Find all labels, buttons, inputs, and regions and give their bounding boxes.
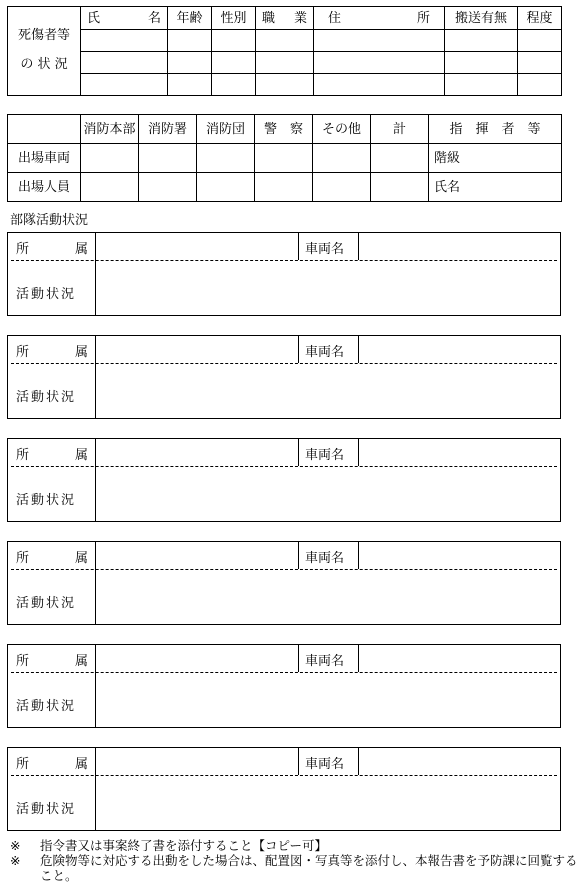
cell-input[interactable] (81, 144, 139, 173)
cell-input[interactable] (212, 52, 256, 74)
vehicle-name-label: 車両名 (305, 757, 345, 772)
cell-input[interactable] (256, 30, 314, 52)
header-address: 住 所 (314, 7, 445, 30)
header-corps: 消防団 (197, 115, 255, 144)
affiliation-label: 所 属 (16, 757, 88, 772)
casualty-row (8, 74, 562, 96)
cell-input[interactable] (168, 52, 212, 74)
casualty-label-line1: 死傷者等 (17, 28, 70, 44)
affiliation-label: 所 属 (16, 551, 88, 566)
cell-input[interactable] (313, 173, 371, 202)
cell-input[interactable] (371, 173, 429, 202)
unit-block (7, 232, 561, 316)
commander-name-field[interactable] (429, 173, 562, 202)
note-1: ※ 指令書又は事案終了書を添付すること【コピー可】 (10, 838, 328, 853)
cell-input[interactable] (314, 52, 445, 74)
header-name: 氏 名 (81, 7, 168, 30)
vehicle-name-label: 車両名 (305, 242, 345, 257)
header-sex: 性別 (212, 7, 256, 30)
cell-input[interactable] (445, 30, 518, 52)
cell-input[interactable] (518, 30, 562, 52)
dispatch-corner (8, 115, 81, 144)
header-severity: 程度 (518, 7, 562, 30)
header-police: 警 察 (255, 115, 313, 144)
header-other: その他 (313, 115, 371, 144)
unit-block (7, 438, 561, 522)
cell-input[interactable] (197, 144, 255, 173)
activity-label: 活動状況 (16, 802, 77, 817)
header-occupation: 職 業 (256, 7, 314, 30)
cell-input[interactable] (139, 173, 197, 202)
unit-block (7, 644, 561, 728)
cell-input[interactable] (445, 52, 518, 74)
affiliation-label: 所 属 (16, 448, 88, 463)
activity-label: 活動状況 (16, 596, 77, 611)
header-station: 消防署 (139, 115, 197, 144)
affiliation-label: 所 属 (16, 345, 88, 360)
vehicle-name-label: 車両名 (305, 448, 345, 463)
casualty-row-label (8, 7, 81, 96)
cell-input[interactable] (168, 30, 212, 52)
cell-input[interactable] (139, 144, 197, 173)
cell-input[interactable] (255, 173, 313, 202)
vehicle-name-label: 車両名 (305, 654, 345, 669)
cell-input[interactable] (518, 52, 562, 74)
cell-input[interactable] (81, 74, 168, 96)
notes (10, 838, 582, 883)
header-hq: 消防本部 (81, 115, 139, 144)
activity-label: 活動状況 (16, 493, 77, 508)
casualty-label-line2: の 状 況 (20, 57, 68, 72)
cell-input[interactable] (256, 52, 314, 74)
activity-label: 活動状況 (16, 390, 77, 405)
cell-input[interactable] (371, 144, 429, 173)
header-transport: 搬送有無 (445, 7, 518, 30)
commander-rank-field[interactable] (429, 144, 562, 173)
cell-input[interactable] (313, 144, 371, 173)
affiliation-label: 所 属 (16, 242, 88, 257)
affiliation-label: 所 属 (16, 654, 88, 669)
cell-input[interactable] (445, 74, 518, 96)
unit-block (7, 335, 561, 419)
commander-rank-label: 階級 (434, 150, 461, 166)
casualty-table (7, 6, 562, 96)
note-2: ※ 危険物等に対応する出動をした場合は、配置図・写真等を添付し、本報告書を予防課に回覧すること。 (10, 853, 578, 883)
header-age: 年齢 (168, 7, 212, 30)
casualty-row (8, 30, 562, 52)
unit-block (7, 541, 561, 625)
cell-input[interactable] (197, 173, 255, 202)
cell-input[interactable] (314, 74, 445, 96)
cell-input[interactable] (212, 74, 256, 96)
cell-input[interactable] (81, 173, 139, 202)
vehicle-name-label: 車両名 (305, 345, 345, 360)
cell-input[interactable] (81, 52, 168, 74)
commander-name-label: 氏名 (434, 179, 461, 195)
section-title: 部隊活動状況 (10, 213, 89, 228)
activity-label: 活動状況 (16, 287, 77, 302)
unit-block (7, 747, 561, 831)
row-label-vehicles: 出場車両 (8, 144, 81, 173)
dispatch-table (7, 114, 562, 202)
cell-input[interactable] (518, 74, 562, 96)
cell-input[interactable] (256, 74, 314, 96)
cell-input[interactable] (212, 30, 256, 52)
cell-input[interactable] (168, 74, 212, 96)
cell-input[interactable] (314, 30, 445, 52)
header-total: 計 (371, 115, 429, 144)
activity-label: 活動状況 (16, 699, 77, 714)
cell-input[interactable] (81, 30, 168, 52)
header-commander: 指 揮 者 等 (429, 115, 562, 144)
cell-input[interactable] (255, 144, 313, 173)
row-label-personnel: 出場人員 (8, 173, 81, 202)
casualty-row (8, 52, 562, 74)
vehicle-name-label: 車両名 (305, 551, 345, 566)
